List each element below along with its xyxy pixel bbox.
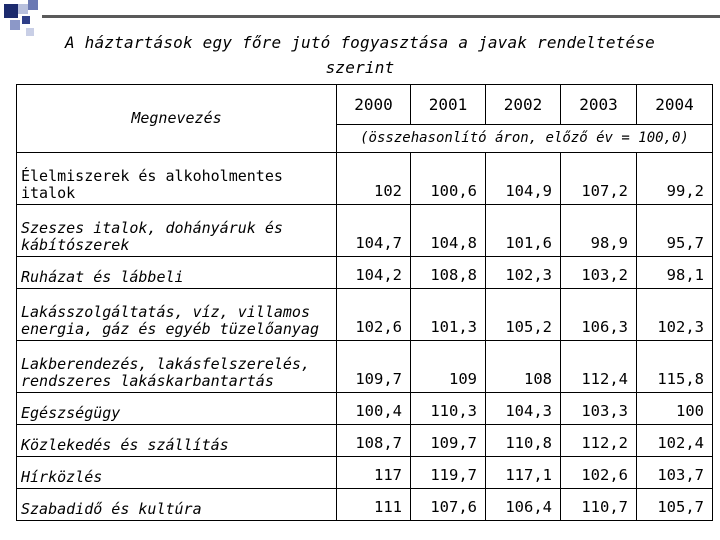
table-row — [17, 153, 713, 205]
cell-value: 108 — [486, 341, 561, 393]
column-header-label: Megnevezés — [17, 85, 337, 153]
cell-value: 112,4 — [561, 341, 637, 393]
cell-value: 107,2 — [561, 153, 637, 205]
page-title: A háztartások egy főre jutó fogyasztása a javak rendeltetése szerint — [65, 33, 655, 77]
cell-value: 100,4 — [337, 393, 411, 425]
cell-value: 104,9 — [486, 153, 561, 205]
row-label: Közlekedés és szállítás — [17, 425, 337, 457]
column-header-year: 2003 — [561, 85, 637, 125]
cell-value: 98,1 — [637, 257, 713, 289]
cell-value: 95,7 — [637, 205, 713, 257]
row-label: Szeszes italok, dohányáruk és kábítószerek — [17, 205, 337, 257]
cell-value: 108,7 — [337, 425, 411, 457]
cell-value: 104,7 — [337, 205, 411, 257]
table-row — [17, 341, 713, 393]
header-row — [17, 85, 713, 125]
cell-value: 112,2 — [561, 425, 637, 457]
cell-value: 103,2 — [561, 257, 637, 289]
cell-value: 104,2 — [337, 257, 411, 289]
cell-value: 107,6 — [411, 489, 486, 521]
cell-value: 119,7 — [411, 457, 486, 489]
cell-value: 100 — [637, 393, 713, 425]
table-row — [17, 257, 713, 289]
cell-value: 109 — [411, 341, 486, 393]
cell-value: 110,3 — [411, 393, 486, 425]
cell-value: 98,9 — [561, 205, 637, 257]
cell-value: 102,3 — [486, 257, 561, 289]
cell-value: 106,4 — [486, 489, 561, 521]
cell-value: 111 — [337, 489, 411, 521]
column-header-year: 2000 — [337, 85, 411, 125]
cell-value: 109,7 — [411, 425, 486, 457]
cell-value: 101,6 — [486, 205, 561, 257]
cell-value: 99,2 — [637, 153, 713, 205]
cell-value: 105,2 — [486, 289, 561, 341]
cell-value: 102,4 — [637, 425, 713, 457]
cell-value: 106,3 — [561, 289, 637, 341]
cell-value: 102,6 — [337, 289, 411, 341]
cell-value: 115,8 — [637, 341, 713, 393]
cell-value: 102 — [337, 153, 411, 205]
cell-value: 102,6 — [561, 457, 637, 489]
title-underline — [42, 15, 720, 18]
row-label: Lakásszolgáltatás, víz, villamos energia, gáz és egyéb tüzelőanyag — [17, 289, 337, 341]
column-header-year: 2002 — [486, 85, 561, 125]
cell-value: 110,7 — [561, 489, 637, 521]
table-row — [17, 289, 713, 341]
row-label: Ruházat és lábbeli — [17, 257, 337, 289]
row-label: Lakberendezés, lakásfelszerelés, rendszeres lakáskarbantartás — [17, 341, 337, 393]
table-row — [17, 393, 713, 425]
cell-value: 100,6 — [411, 153, 486, 205]
cell-value: 117,1 — [486, 457, 561, 489]
cell-value: 108,8 — [411, 257, 486, 289]
cell-value: 102,3 — [637, 289, 713, 341]
cell-value: 103,3 — [561, 393, 637, 425]
cell-value: 104,3 — [486, 393, 561, 425]
cell-value: 110,8 — [486, 425, 561, 457]
row-label: Szabadidő és kultúra — [17, 489, 337, 521]
cell-value: 105,7 — [637, 489, 713, 521]
table-row — [17, 457, 713, 489]
table-row — [17, 425, 713, 457]
cell-value: 109,7 — [337, 341, 411, 393]
data-table — [16, 84, 712, 521]
row-label: Élelmiszerek és alkoholmentes italok — [17, 153, 337, 205]
cell-value: 101,3 — [411, 289, 486, 341]
row-label: Egészségügy — [17, 393, 337, 425]
row-label: Hírközlés — [17, 457, 337, 489]
cell-value: 104,8 — [411, 205, 486, 257]
unit-subheader: (összehasonlító áron, előző év = 100,0) — [337, 125, 713, 153]
column-header-year: 2001 — [411, 85, 486, 125]
cell-value: 117 — [337, 457, 411, 489]
column-header-year: 2004 — [637, 85, 713, 125]
cell-value: 103,7 — [637, 457, 713, 489]
table-row — [17, 489, 713, 521]
table-row — [17, 205, 713, 257]
